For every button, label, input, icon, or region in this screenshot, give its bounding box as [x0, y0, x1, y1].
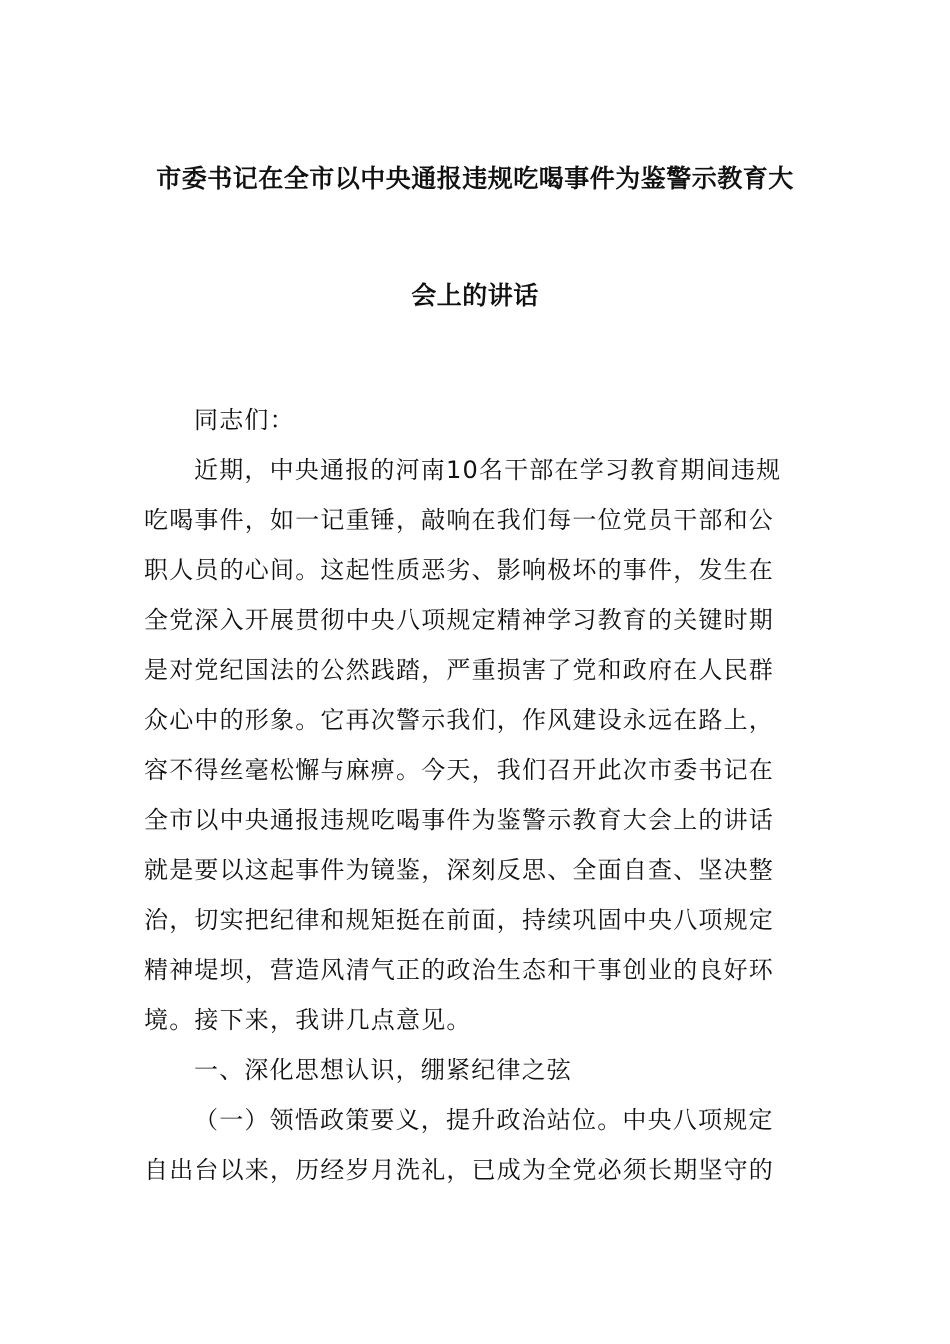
paragraph-line: 近期，中央通报的河南10名干部在学习教育期间违规 — [194, 456, 782, 484]
paragraph-line: 境。接下来，我讲几点意见。 — [144, 1006, 472, 1034]
document-title-line-1: 市委书记在全市以中央通报违规吃喝事件为鉴警示教育大 — [156, 164, 794, 193]
paragraph-line: 就是要以这起事件为镜鉴，深刻反思、全面自查、坚决整 — [144, 856, 774, 884]
paragraph-line: 治，切实把纪律和规矩挺在前面，持续巩固中央八项规定 — [144, 906, 774, 934]
paragraph-line: 全党深入开展贯彻中央八项规定精神学习教育的关键时期 — [144, 606, 774, 634]
paragraph-line: 吃喝事件，如一记重锤，敲响在我们每一位党员干部和公 — [144, 506, 774, 534]
paragraph-line: 容不得丝毫松懈与麻痹。今天，我们召开此次市委书记在 — [144, 756, 774, 784]
salutation: 同志们： — [194, 406, 295, 434]
paragraph-line: 是对党纪国法的公然践踏，严重损害了党和政府在人民群 — [144, 656, 774, 684]
paragraph-line: 众心中的形象。它再次警示我们，作风建设永远在路上， — [144, 706, 774, 734]
paragraph-line: 自出台以来，历经岁月洗礼，已成为全党必须长期坚守的 — [144, 1156, 774, 1184]
paragraph-line: 职人员的心间。这起性质恶劣、影响极坏的事件，发生在 — [144, 556, 774, 584]
paragraph-line: 全市以中央通报违规吃喝事件为鉴警示教育大会上的讲话 — [144, 806, 774, 834]
paragraph-line: 精神堤坝，营造风清气正的政治生态和干事创业的良好环 — [144, 956, 774, 984]
document-title-line-2: 会上的讲话 — [411, 281, 539, 310]
subsection-heading-1: （一）领悟政策要义，提升政治站位。中央八项规定 — [194, 1106, 774, 1134]
section-heading-1: 一、深化思想认识，绷紧纪律之弦 — [194, 1056, 572, 1084]
